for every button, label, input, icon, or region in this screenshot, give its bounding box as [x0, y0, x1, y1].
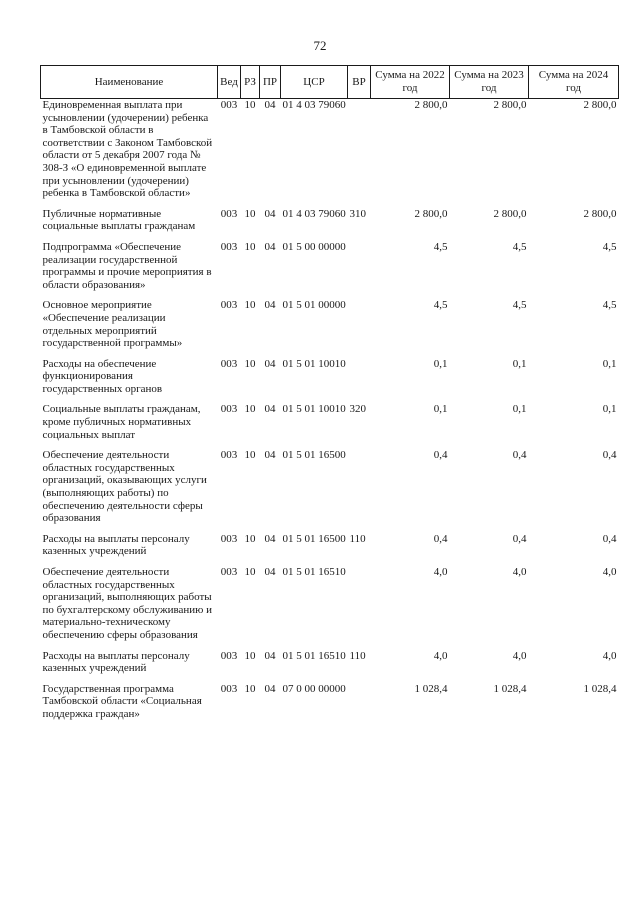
row-pr: 04: [264, 649, 276, 662]
row-csr: 01 5 01 16500: [282, 532, 346, 545]
header-2024: Сумма на 2024 год: [529, 66, 619, 99]
row-ved: 003: [220, 299, 238, 312]
row-amount-2022: 4,0: [433, 566, 448, 578]
header-csr: ЦСР: [281, 66, 348, 99]
row-ved: 003: [220, 357, 238, 370]
row-amount-2022: 0,1: [433, 403, 448, 416]
row-amount-2024: 0,1: [602, 357, 617, 370]
row-amount-2024: 2 800,0: [583, 207, 617, 220]
row-amount-2022: 4,0: [433, 649, 448, 662]
row-name: Подпрограмма «Обеспечение реализации государственной программы и прочие мероприятия в области образования»: [42, 240, 212, 291]
row-amount-2024: 1 028,4: [583, 682, 617, 695]
row-csr: 01 5 01 16500: [282, 449, 346, 462]
row-vr: 310: [349, 207, 366, 220]
table-row: [41, 358, 619, 404]
row-vr: 110: [349, 649, 366, 662]
table-row: [41, 683, 619, 729]
row-name: Расходы на выплаты персоналу казенных учреждений: [42, 532, 190, 558]
header-2022: Сумма на 2022 год: [371, 66, 450, 99]
row-rz: 10: [244, 449, 256, 462]
table-row: [41, 403, 619, 449]
table-row: [41, 99, 619, 208]
row-vr: [348, 566, 371, 650]
row-pr: 04: [264, 403, 276, 416]
row-name: Основное мероприятие «Обеспечение реализации отдельных мероприятий государственной программы»: [42, 299, 183, 350]
row-rz: 10: [244, 403, 256, 416]
row-pr: 04: [264, 240, 276, 253]
table-row: [41, 208, 619, 241]
row-amount-2024: 4,0: [602, 649, 617, 662]
row-name: Социальные выплаты гражданам, кроме публичных нормативных социальных выплат: [42, 403, 201, 441]
row-amount-2023: 2 800,0: [493, 207, 527, 220]
row-csr: 01 5 01 10010: [282, 357, 346, 370]
row-amount-2023: 4,0: [512, 649, 527, 662]
row-amount-2023: 4,5: [512, 240, 527, 253]
row-name: Расходы на обеспечение функционирования государственных органов: [42, 357, 163, 395]
budget-table: [40, 65, 619, 729]
header-ved: Вед: [218, 66, 241, 99]
table-row: [41, 299, 619, 357]
row-vr: [348, 449, 371, 533]
header-pr: ПР: [260, 66, 281, 99]
row-rz: 10: [244, 240, 256, 253]
row-amount-2023: 0,1: [512, 357, 527, 370]
row-name: Обеспечение деятельности областных государственных организаций, оказывающих услуги (выполняющих работы) по обеспечению деятельности сферы образования: [42, 449, 207, 525]
row-ved: 003: [220, 207, 238, 220]
row-amount-2023: 2 800,0: [493, 99, 527, 111]
row-pr: 04: [264, 449, 276, 462]
row-amount-2023: 0,4: [512, 532, 527, 545]
row-ved: 003: [220, 99, 238, 111]
row-rz: 10: [244, 99, 256, 111]
row-csr: 07 0 00 00000: [282, 682, 346, 695]
row-vr: [348, 299, 371, 357]
row-amount-2023: 4,5: [512, 299, 527, 312]
row-amount-2024: 4,5: [602, 299, 617, 312]
row-amount-2024: 2 800,0: [583, 99, 617, 111]
row-rz: 10: [244, 299, 256, 312]
row-name: Государственная программа Тамбовской области «Социальная поддержка граждан»: [42, 682, 202, 720]
row-rz: 10: [244, 682, 256, 695]
header-vr: ВР: [348, 66, 371, 99]
row-rz: 10: [244, 649, 256, 662]
row-amount-2024: 0,4: [602, 449, 617, 462]
row-amount-2023: 1 028,4: [493, 682, 527, 695]
row-pr: 04: [264, 99, 276, 111]
row-ved: 003: [220, 532, 238, 545]
row-vr: [348, 99, 371, 208]
row-vr: [348, 241, 371, 299]
row-name: Обеспечение деятельности областных государственных организаций, выполняющих работы по бухгалтерскому обслуживанию и материально-техническому обеспечению сферы образования: [42, 566, 213, 641]
row-pr: 04: [264, 682, 276, 695]
row-amount-2023: 0,1: [512, 403, 527, 416]
table-row: [41, 566, 619, 650]
row-amount-2024: 0,1: [602, 403, 617, 416]
row-pr: 04: [264, 299, 276, 312]
row-vr: 320: [349, 403, 366, 416]
row-rz: 10: [244, 357, 256, 370]
row-ved: 003: [220, 682, 238, 695]
row-amount-2024: 4,0: [602, 566, 617, 578]
row-pr: 04: [264, 207, 276, 220]
row-amount-2023: 0,4: [512, 449, 527, 462]
row-name: Расходы на выплаты персоналу казенных учреждений: [42, 649, 190, 675]
row-csr: 01 4 03 79060: [282, 99, 346, 111]
row-vr: [348, 683, 371, 729]
row-amount-2022: 1 028,4: [414, 682, 448, 695]
row-amount-2024: 0,4: [602, 532, 617, 545]
row-ved: 003: [220, 240, 238, 253]
row-ved: 003: [220, 403, 238, 416]
header-2023: Сумма на 2023 год: [450, 66, 529, 99]
header-name: Наименование: [41, 66, 218, 99]
row-amount-2024: 4,5: [602, 240, 617, 253]
row-name: Публичные нормативные социальные выплаты гражданам: [42, 207, 196, 233]
row-amount-2022: 2 800,0: [414, 99, 448, 111]
table-row: [41, 533, 619, 566]
table-row: [41, 650, 619, 683]
row-csr: 01 4 03 79060: [282, 207, 346, 220]
page-number: 72: [313, 38, 327, 53]
row-pr: 04: [264, 566, 276, 578]
row-name: Единовременная выплата при усыновлении (удочерении) ребенка в Тамбовской области в соответствии с Законом Тамбовской области от 5 декабря 2007 года № 308-З «О единовременной выплате при усыновлении (удочерении) ребенка в Тамбовской области»: [42, 99, 213, 200]
row-rz: 10: [244, 207, 256, 220]
table-header-row: [41, 66, 619, 99]
row-ved: 003: [220, 449, 238, 462]
row-amount-2022: 2 800,0: [414, 207, 448, 220]
row-amount-2022: 0,1: [433, 357, 448, 370]
row-vr: [348, 358, 371, 404]
row-csr: 01 5 01 16510: [282, 566, 346, 578]
row-amount-2022: 4,5: [433, 240, 448, 253]
row-pr: 04: [264, 532, 276, 545]
row-csr: 01 5 01 16510: [282, 649, 346, 662]
row-rz: 10: [244, 532, 256, 545]
header-rz: РЗ: [241, 66, 260, 99]
row-amount-2023: 4,0: [512, 566, 527, 578]
row-pr: 04: [264, 357, 276, 370]
row-amount-2022: 4,5: [433, 299, 448, 312]
row-amount-2022: 0,4: [433, 449, 448, 462]
row-vr: 110: [349, 532, 366, 545]
table-row: [41, 241, 619, 299]
row-amount-2022: 0,4: [433, 532, 448, 545]
row-csr: 01 5 01 10010: [282, 403, 346, 416]
row-csr: 01 5 00 00000: [282, 240, 346, 253]
row-rz: 10: [244, 566, 256, 578]
row-csr: 01 5 01 00000: [282, 299, 346, 312]
table-row: [41, 449, 619, 533]
row-ved: 003: [220, 566, 238, 578]
row-ved: 003: [220, 649, 238, 662]
